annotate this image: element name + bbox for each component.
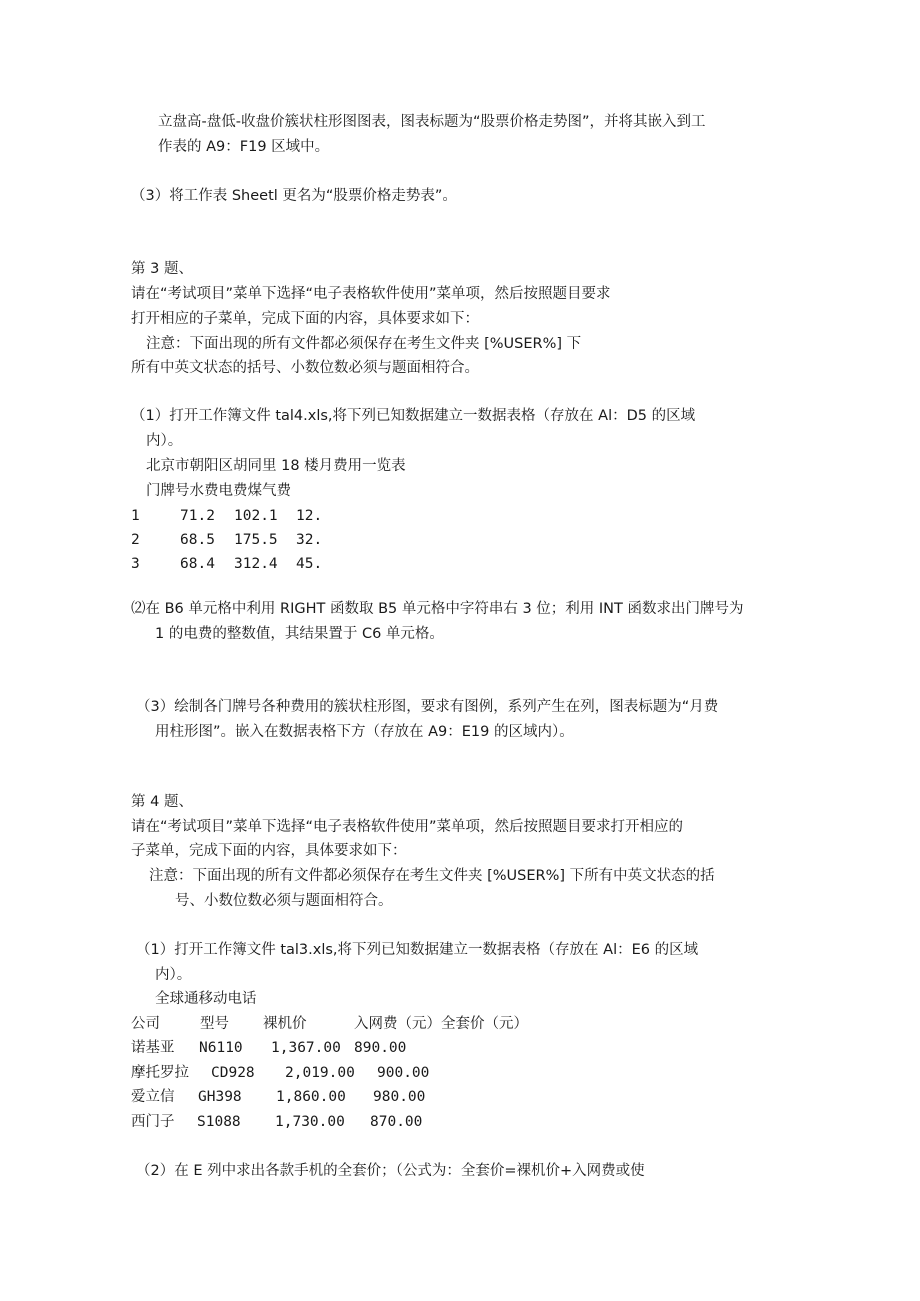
paragraph-line: 请在“考试项目”菜单下选择“电子表格软件使用”菜单项，然后按照题目要求 (131, 286, 611, 302)
paragraph-line: 立盘高-盘低-收盘价簇状柱形图图表，图表标题为“股票价格走势图”，并将其嵌入到工 (158, 114, 706, 130)
paragraph-line: 作表的 A9：F19 区域中。 (158, 139, 330, 155)
paragraph-line: 内）。 (155, 967, 192, 983)
note-line: 号、小数位数必须与题面相符合。 (175, 893, 393, 909)
document-page: 立盘高-盘低-收盘价簇状柱形图图表，图表标题为“股票价格走势图”，并将其嵌入到工 作表的 A9：F19 区域中。 （3）将工作表 Sheetl 更名为“股票价格走势表”。 第 3 题、 请在“考试项目”菜单下选择“电子表格软件使用”菜单项，然后按照题目要求 打开相应的子菜单，完成下面的内容，具体要求如下： 注意：下面出现的所有文件都必须保存在考生文件夹 [%USER%] 下 所有中英文状态的括号、小数位数必须与题面相符合。 （1）打开工作簿文件 tal4.xls,将下列已知数据建立一数据表格（存放在 Al：D5 的区域 内）。 北京市朝阳区胡同里 18 楼月费用一览表 门牌号水费电费煤气费 1 71.2 102.1 12. 2 68.5 175.5 32. 3 68.4 312.4 45. ⑵在 B6 单元格中利用 RIGHT 函数取 B5 单元格中字符串右 3 位；利用 INT 函数求出门牌号为 1 的电费的整数值，其结果置于 C6 单元格。 （3）绘制各门牌号各种费用的簇状柱形图，要求有图例，系列产生在列，图表标题为“月费 用柱形图”。嵌入在数据表格下方（存放在 A9：E19 的区域内）。 第 4 题、 请在“考试项目”菜单下选择“电子表格软件使用”菜单项，然后按照题目要求打开相应的 子菜单，完成下面的内容，具体要求如下： 注意：下面出现的所有文件都必须保存在考生文件夹 [%USER%] 下所有中英文状态的括 号、小数位数必须与题面相符合。 （1）打开工作簿文件 tal3.xls,将下列已知数据建立一数据表格（存放在 Al：E6 的区域 内）。 全球通移动电话 公司 型号 裸机价 入网费（元）全套价（元） 诺基亚 N6110 1,367.00 890.00 摩托罗拉 CD928 2,019.00 900.00 爱立信 GH398 1,860.00 980.00 西门子 S1088 1,730.00 870.00 （2）在 E 列中求出各款手机的全套价；（公式为：全套价=裸机价+入网费或使 (131, 114, 744, 1179)
question-heading: 第 3 题、 (131, 261, 193, 277)
table-title: 全球通移动电话 (155, 991, 257, 1007)
note-line: 注意：下面出现的所有文件都必须保存在考生文件夹 [%USER%] 下 (146, 336, 582, 352)
note-line: 所有中英文状态的括号、小数位数必须与题面相符合。 (131, 360, 479, 376)
table-header-line: 门牌号水费电费煤气费 (146, 483, 291, 499)
paragraph-line: 请在“考试项目”菜单下选择“电子表格软件使用”菜单项，然后按照题目要求打开相应的 (131, 819, 684, 835)
paragraph-line: 内）。 (146, 433, 183, 449)
paragraph-line: 子菜单，完成下面的内容，具体要求如下： (131, 843, 407, 859)
table-title: 北京市朝阳区胡同里 18 楼月费用一览表 (146, 458, 406, 474)
paragraph-line: 打开相应的子菜单，完成下面的内容，具体要求如下： (131, 311, 479, 327)
paragraph-line: （1）打开工作簿文件 tal4.xls,将下列已知数据建立一数据表格（存放在 Al：D5 的区域 (131, 408, 696, 424)
paragraph-line: 用柱形图”。嵌入在数据表格下方（存放在 A9：E19 的区域内）。 (155, 724, 574, 740)
question-heading: 第 4 题、 (131, 794, 193, 810)
paragraph-line: 1 的电费的整数值，其结果置于 C6 单元格。 (155, 626, 444, 642)
paragraph-line: （2）在 E 列中求出各款手机的全套价；（公式为：全套价=裸机价+入网费或使 (136, 1163, 645, 1179)
paragraph-line: （1）打开工作簿文件 tal3.xls,将下列已知数据建立一数据表格（存放在 Al：E6 的区域 (136, 942, 699, 958)
note-line: 注意：下面出现的所有文件都必须保存在考生文件夹 [%USER%] 下所有中英文状态的括 (149, 868, 715, 884)
paragraph-line: ⑵在 B6 单元格中利用 RIGHT 函数取 B5 单元格中字符串右 3 位；利用 INT 函数求出门牌号为 (131, 601, 744, 617)
paragraph-line: （3）将工作表 Sheetl 更名为“股票价格走势表”。 (131, 188, 457, 204)
paragraph-line: （3）绘制各门牌号各种费用的簇状柱形图，要求有图例，系列产生在列，图表标题为“月费 (136, 699, 719, 715)
